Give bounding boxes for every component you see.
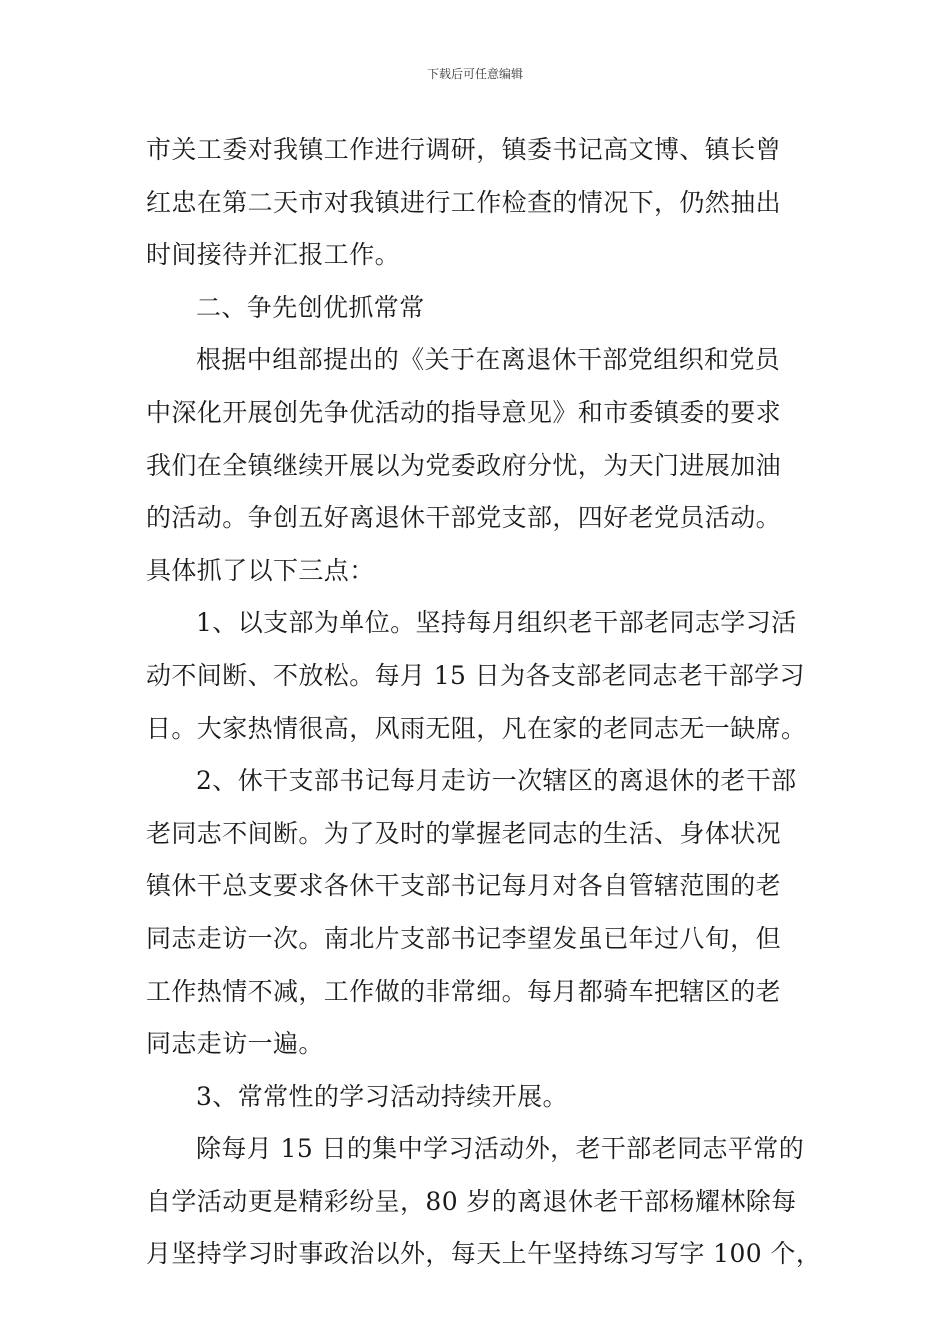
text-line: 的活动。争创五好离退休干部党支部，四好老党员活动。 xyxy=(146,503,782,533)
text-line: 1、以支部为单位。坚持每月组织老干部老同志学习活 xyxy=(196,608,797,638)
text-line: 根据中组部提出的《关于在离退休干部党组织和党员 xyxy=(196,345,781,375)
text-line: 工作热情不减，工作做的非常细。每月都骑车把辖区的老 xyxy=(146,976,782,1006)
text-line: 同志走访一遍。 xyxy=(146,1029,324,1059)
text-line: 3、常常性的学习活动持续开展。 xyxy=(196,1081,568,1111)
text-line: 具体抓了以下三点： xyxy=(146,555,375,585)
text-line: 自学活动更是精彩纷呈，80 岁的离退休老干部杨耀林除每 xyxy=(146,1186,797,1216)
document-body xyxy=(146,124,822,1281)
text-line: 动不间断、不放松。每月 15 日为各支部老同志老干部学习 xyxy=(146,660,805,690)
text-line: 市关工委对我镇工作进行调研，镇委书记高文博、镇长曾 xyxy=(146,135,782,164)
page-header-note: 下载后可任意编辑 xyxy=(426,67,523,81)
text-line: 二、争先创优抓常常 xyxy=(196,292,425,322)
text-line: 时间接待并汇报工作。 xyxy=(146,240,401,270)
text-line: 镇休干总支要求各休干支部书记每月对各自管辖范围的老 xyxy=(146,871,782,901)
text-line: 中深化开展创先争优活动的指导意见》和市委镇委的要求 xyxy=(146,397,782,427)
text-line: 老同志不间断。为了及时的掌握老同志的生活、身体状况 xyxy=(146,818,782,848)
text-line: 月坚持学习时事政治以外，每天上午坚持练习写字 100 个， xyxy=(146,1239,822,1269)
text-line: 我们在全镇继续开展以为党委政府分忧，为天门进展加油 xyxy=(146,450,782,480)
text-line: 同志走访一次。南北片支部书记李望发虽已年过八旬，但 xyxy=(146,923,782,953)
text-line: 红忠在第二天市对我镇进行工作检查的情况下，仍然抽出 xyxy=(146,187,782,217)
text-line: 除每月 15 日的集中学习活动外，老干部老同志平常的 xyxy=(196,1134,805,1164)
text-line: 2、休干支部书记每月走访一次辖区的离退休的老干部 xyxy=(196,766,797,796)
text-line: 日。大家热情很高，风雨无阻，凡在家的老同志无一缺席。 xyxy=(146,713,807,743)
